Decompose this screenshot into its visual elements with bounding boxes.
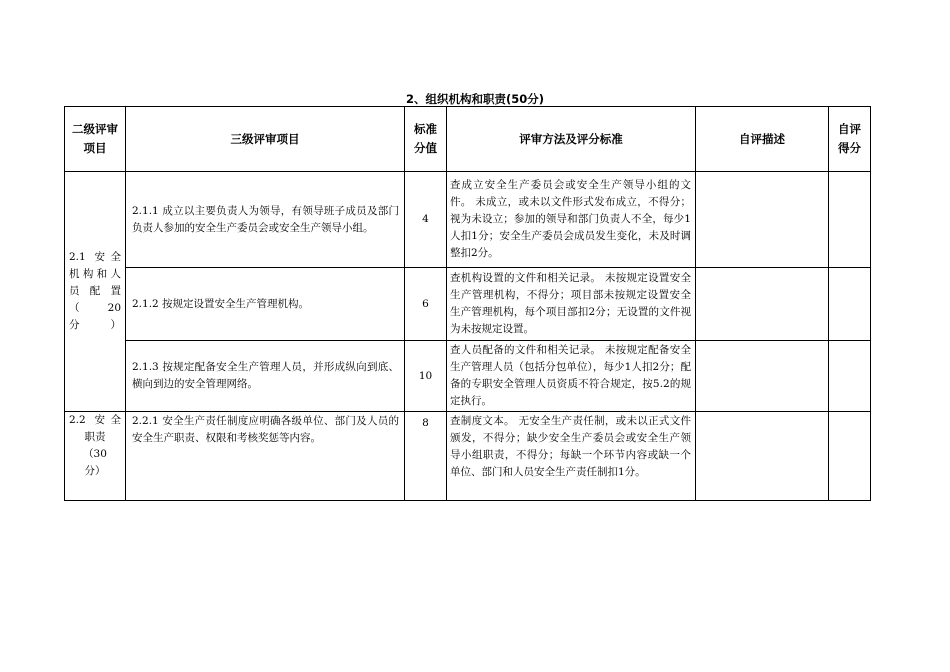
- standard-score-cell: 8: [405, 412, 447, 501]
- criteria-cell: 查成立安全生产委员会或安全生产领导小组的文件。 未成立，或未以文件形式发布成立，不得分；视为未设立；参加的领导和部门负责人不全，每少1人扣1分；安全生产委员会成员发生变化，未及时调整扣2分。: [447, 172, 696, 268]
- table-row: [65, 172, 871, 268]
- self-score-cell: [829, 172, 871, 268]
- level2-cell: 2.2 安全 职责 （30 分）: [65, 412, 126, 501]
- criteria-cell: 查制度文本。 无安全生产责任制，或未以正式文件颁发，不得分；缺少安全生产委员会或安全生产领导小组职责，不得分；每缺一个环节内容或缺一个单位、部门和人员安全生产责任制扣1分。: [447, 412, 696, 501]
- level3-item-cell: 2.2.1 安全生产责任制度应明确各级单位、部门及人员的安全生产职责、权限和考核奖惩等内容。: [126, 412, 405, 501]
- self-score-cell: [829, 268, 871, 341]
- self-description-cell: [696, 172, 829, 268]
- header-row: [65, 107, 871, 172]
- standard-score-cell: 10: [405, 341, 447, 412]
- header-self-score: 自评 得分: [829, 107, 871, 172]
- header-criteria: 评审方法及评分标准: [447, 107, 696, 172]
- table-row: [65, 268, 871, 341]
- evaluation-table: [64, 106, 871, 501]
- level3-item-cell: 2.1.1 成立以主要负责人为领导，有领导班子成员及部门负责人参加的安全生产委员会或安全生产领导小组。: [126, 172, 405, 268]
- self-description-cell: [696, 412, 829, 501]
- header-level2-item: 二级评审 项目: [65, 107, 126, 172]
- criteria-cell: 查机构设置的文件和相关记录。 未按规定设置安全生产管理机构，不得分；项目部未按规定设置安全生产管理机构，每个项目部扣2分；无设置的文件视为未按规定设置。: [447, 268, 696, 341]
- self-score-cell: [829, 412, 871, 501]
- page-title: 2、组织机构和职责(50分): [405, 92, 545, 106]
- table-row: [65, 412, 871, 501]
- standard-score-cell: 4: [405, 172, 447, 268]
- header-self-description: 自评描述: [696, 107, 829, 172]
- header-level3-item: 三级评审项目: [126, 107, 405, 172]
- self-description-cell: [696, 341, 829, 412]
- level3-item-cell: 2.1.2 按规定设置安全生产管理机构。: [126, 268, 405, 341]
- standard-score-cell: 6: [405, 268, 447, 341]
- criteria-cell: 查人员配备的文件和相关记录。 未按规定配备安全生产管理人员（包括分包单位），每少1人扣2分；配备的专职安全管理人员资质不符合规定，按5.2的规定执行。: [447, 341, 696, 412]
- self-description-cell: [696, 268, 829, 341]
- self-score-cell: [829, 341, 871, 412]
- level2-cell: 2.1 安全 机构和人 员 配 置 （ 20 分）: [65, 172, 126, 412]
- level3-item-cell: 2.1.3 按规定配备安全生产管理人员，并形成纵向到底、横向到边的安全管理网络。: [126, 341, 405, 412]
- table-row: [65, 341, 871, 412]
- header-standard-score: 标准 分值: [405, 107, 447, 172]
